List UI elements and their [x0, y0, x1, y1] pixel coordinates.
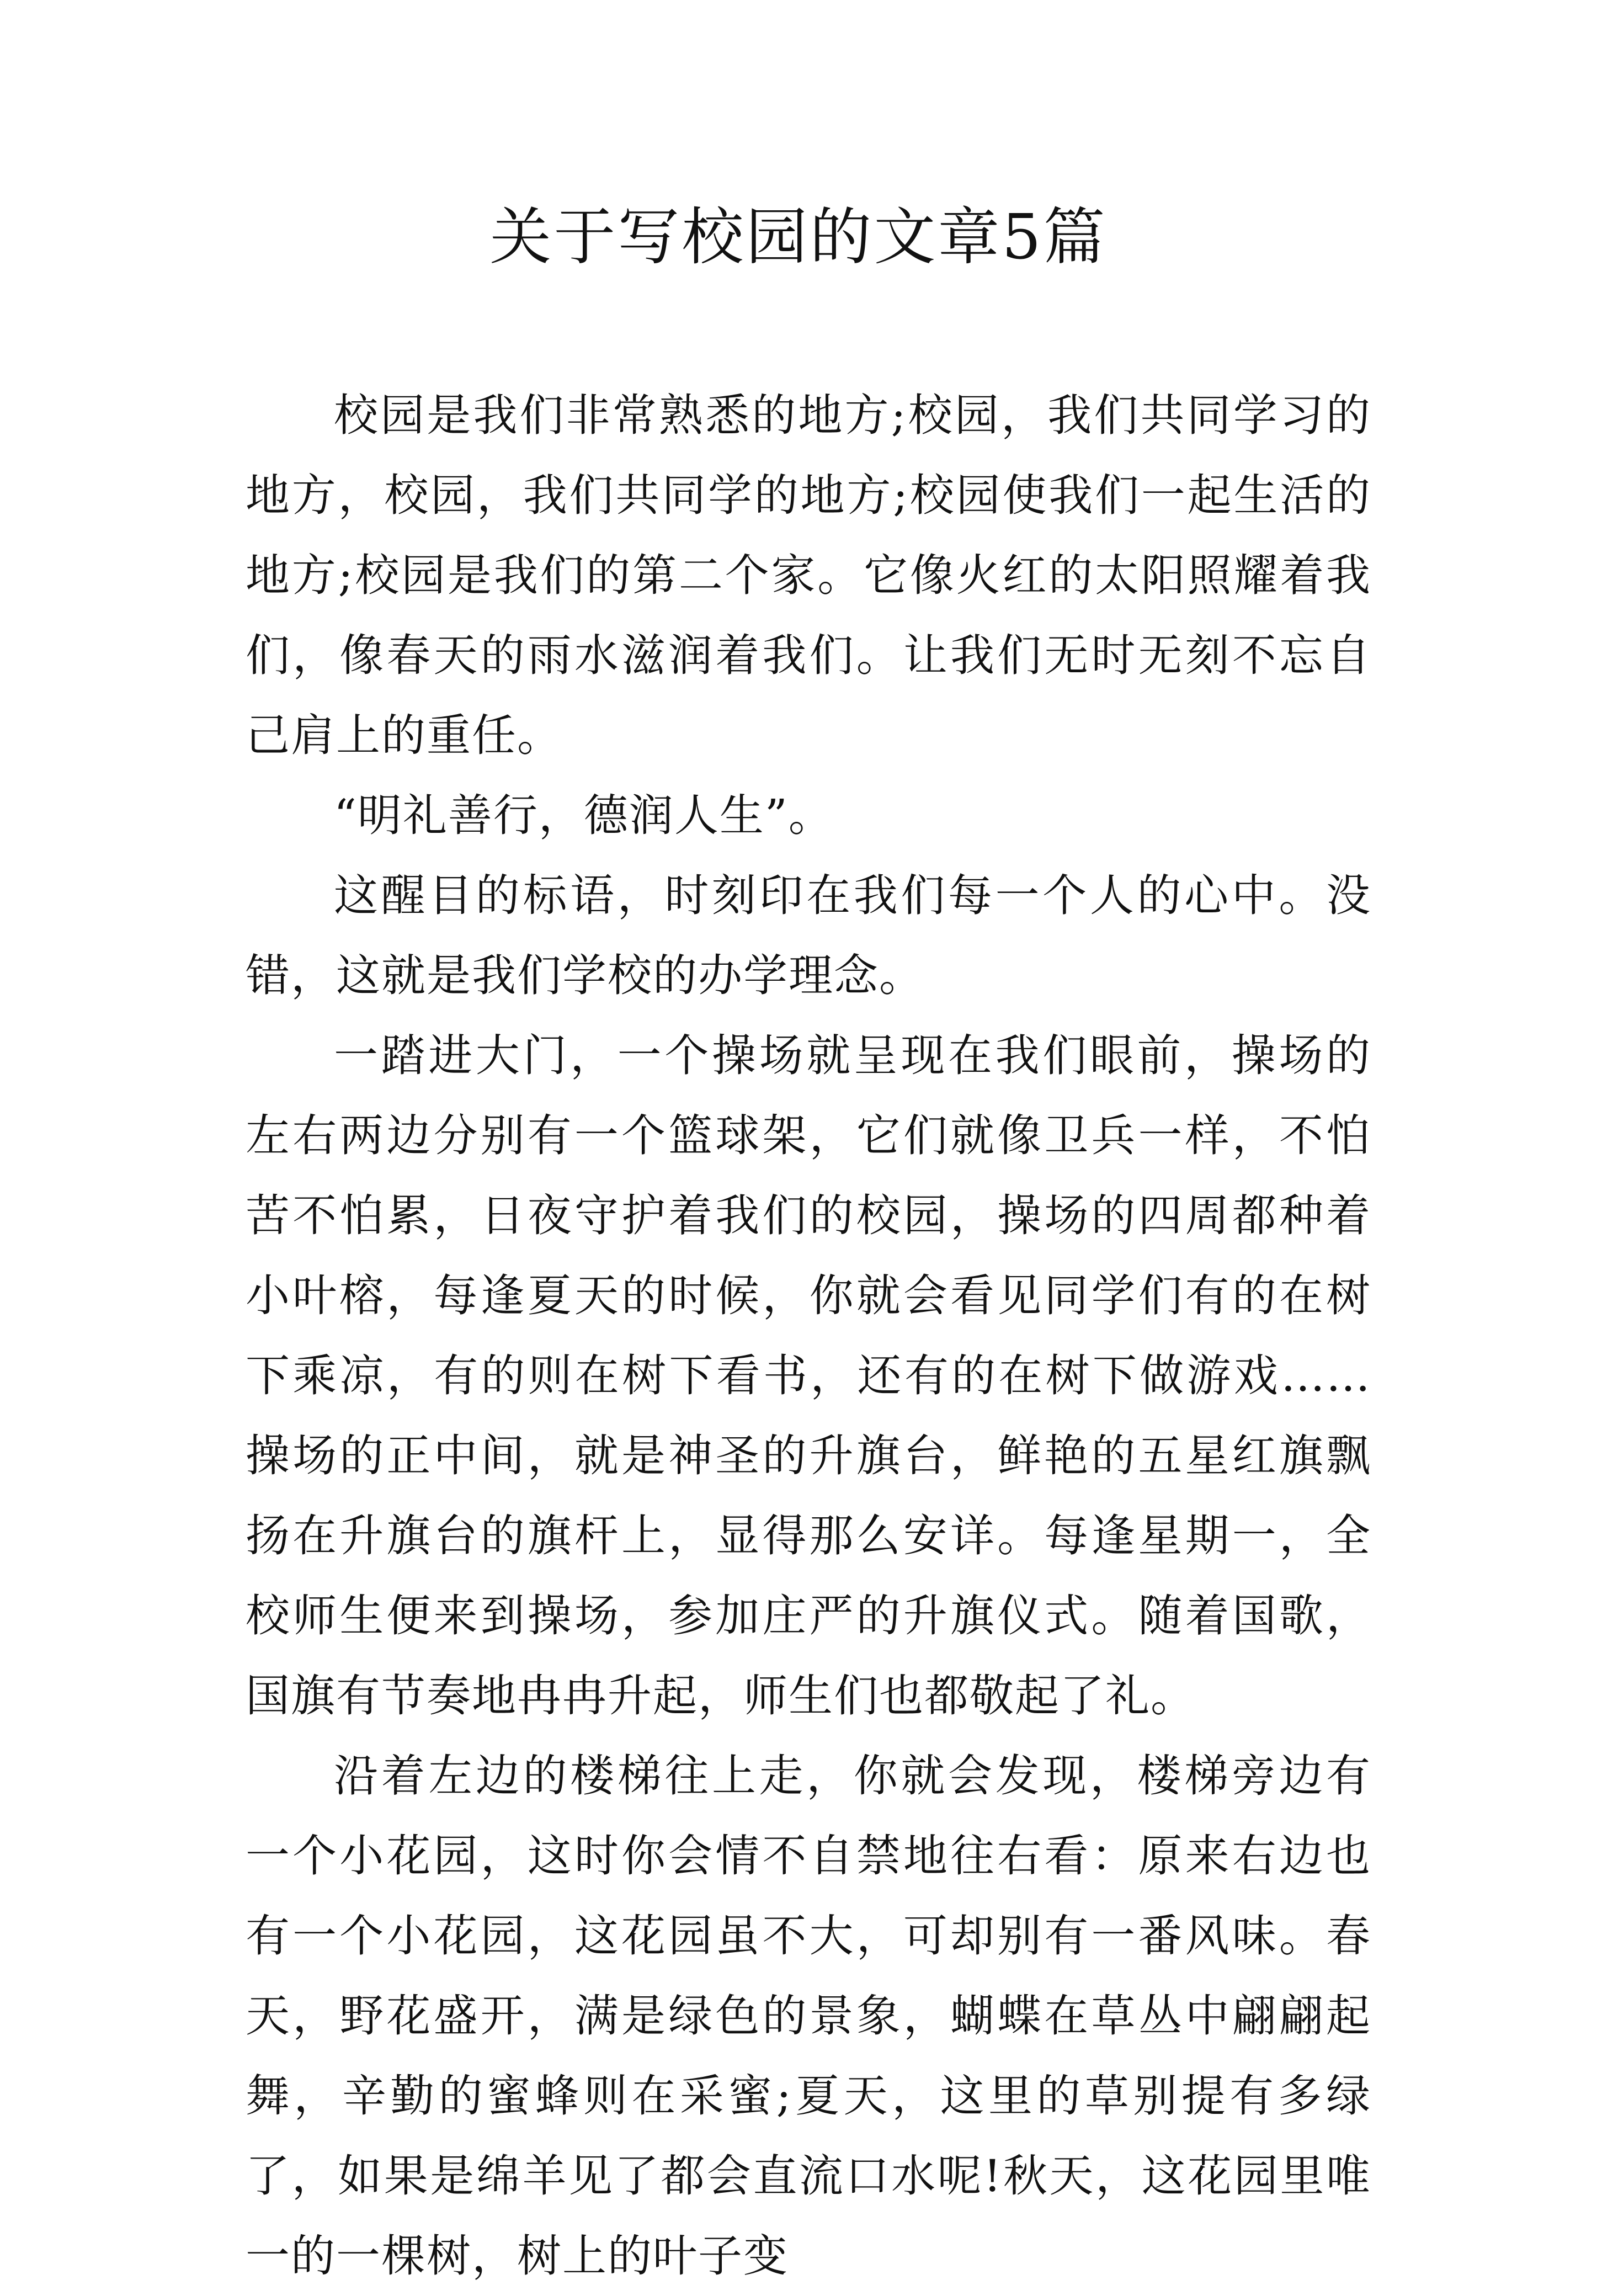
document-title: 关于写校园的文章5篇 [489, 201, 1108, 273]
paragraph-4: 一踏进大门，一个操场就呈现在我们眼前，操场的左右两边分别有一个篮球架，它们就像卫兵一样，不怕苦不怕累，日夜守护着我们的校园，操场的四周都种着小叶榕，每逢夏天的时候，你就会看见同学们有的在树下乘凉，有的则在树下看书，还有的在树下做游戏……操场的正中间，就是神圣的升旗台，鲜艳的五星红旗飘扬在升旗台的旗杆上，显得那么安详。每逢星期一，全校师生便来到操场，参加庄严的升旗仪式。随着国歌，国旗有节奏地冉冉升起，师生们也都敬起了礼。 [246, 1030, 1371, 1721]
paragraph-3: 这醒目的标语，时刻印在我们每一个人的心中。没错，这就是我们学校的办学理念。 [246, 870, 1371, 1001]
paragraph-1: 校园是我们非常熟悉的地方;校园，我们共同学习的地方，校园，我们共同学的地方;校园使我们一起生活的地方;校园是我们的第二个家。它像火红的太阳照耀着我们，像春天的雨水滋润着我们。让我们无时无刻不忘自己肩上的重任。 [246, 390, 1371, 761]
document-body [246, 375, 1371, 2296]
paragraph-5: 沿着左边的楼梯往上走，你就会发现，楼梯旁边有一个小花园，这时你会情不自禁地往右看：原来右边也有一个小花园，这花园虽不大，可却别有一番风味。春天，野花盛开，满是绿色的景象，蝴蝶在草丛中翩翩起舞，辛勤的蜜蜂则在采蜜;夏天，这里的草别提有多绿了，如果是绵羊见了都会直流口水呢!秋天，这花园里唯一的一棵树，树上的叶子变 [246, 1750, 1371, 2282]
paragraph-2: “明礼善行，德润人生”。 [334, 790, 834, 841]
